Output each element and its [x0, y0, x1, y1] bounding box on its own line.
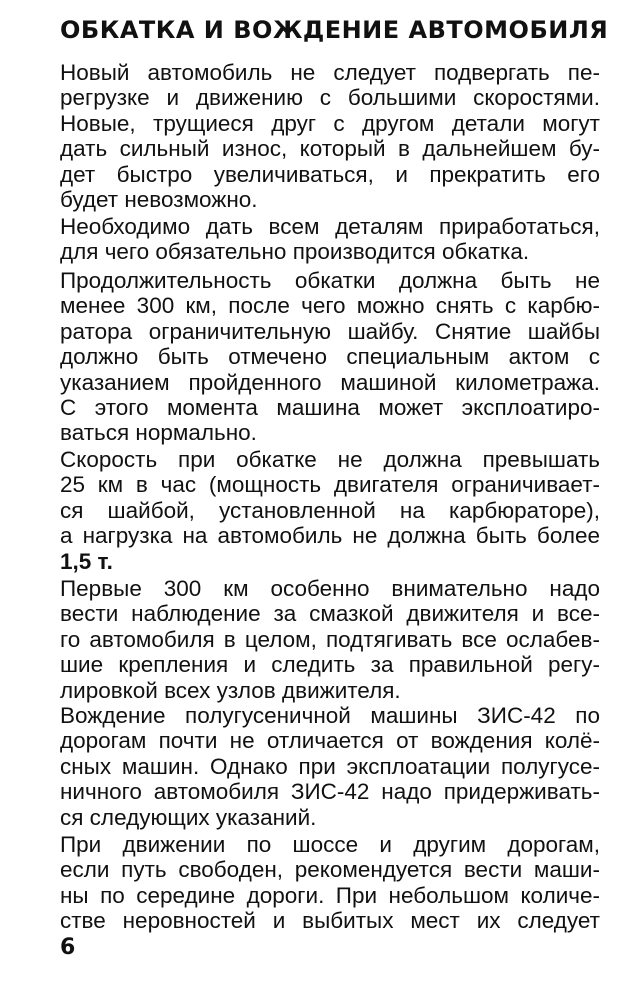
text-line: ся следующих указаний. [60, 804, 317, 830]
text-line: менее 300 км, после чего можно снять с карбю- [60, 293, 600, 319]
paragraph-new-car [60, 60, 600, 212]
text-line: Новые, трущиеся друг с другом детали могут [60, 110, 600, 136]
text-line: 25 км в час (мощность двигателя ограничивает- [60, 472, 600, 498]
text-line: С этого момента машина может эксплоатиро- [60, 394, 600, 420]
text-line: ничного автомобиля ЗИС-42 надо придерживать- [60, 779, 600, 805]
paragraph-run-in-duration [60, 268, 600, 446]
paragraph-driving-zis42 [60, 703, 600, 830]
paragraph-first-300km [60, 576, 600, 703]
text-line: Вождение полугусеничной машины ЗИС-42 по [60, 703, 600, 728]
text-line: сных машин. Однако при эксплоатации полугусе- [60, 753, 600, 779]
text-line: регрузке и движению с большими скоростями. [60, 85, 600, 111]
text-line: шие крепления и следить за правильной регу- [60, 652, 600, 678]
text-line: Первые 300 км особенно внимательно надо [60, 576, 600, 601]
text-line: Скорость при обкатке не должна превышать [60, 447, 600, 472]
paragraph-run-in-need [60, 214, 600, 265]
text-line: Продолжительность обкатки должна быть не [60, 268, 600, 293]
text-line: 1,5 т. [60, 548, 113, 574]
text-line: вести наблюдение за смазкой движителя и все- [60, 601, 600, 627]
text-line: будет невозможно. [60, 186, 258, 212]
text-line: а нагрузка на автомобиль не должна быть более [60, 523, 600, 549]
text-line: го автомобиля в целом, подтягивать все ослабев- [60, 626, 600, 652]
text-line: дорогам почти не отличается от вождения колё- [60, 728, 600, 754]
text-line: лировкой всех узлов движителя. [60, 677, 401, 703]
text-line: дать сильный износ, который в дальнейшем бу- [60, 136, 600, 162]
text-line: для чего обязательно производится обкатка. [60, 239, 530, 265]
text-line: При движении по шоссе и другим дорогам, [60, 832, 600, 857]
text-line: ся шайбой, установленной на карбюраторе), [60, 497, 600, 523]
text-line: Необходимо дать всем деталям приработаться, [60, 214, 600, 239]
text-line: Новый автомобиль не следует подвергать пе- [60, 60, 600, 85]
text-line: стве неровностей и выбитых мест их следует [60, 908, 600, 934]
paragraph-highway-driving [60, 832, 600, 934]
text-line: указанием пройденного машиной километража. [60, 369, 600, 395]
text-line: ны по середине дороги. При небольшом количе- [60, 882, 600, 908]
text-line: должно быть отмечено специальным актом с [60, 344, 600, 370]
text-line: ваться нормально. [60, 420, 257, 446]
text-line: если путь свободен, рекомендуется вести маши- [60, 857, 600, 883]
page-number: 6 [60, 935, 76, 960]
text-line: ратора ограничительную шайбу. Снятие шайбы [60, 318, 600, 344]
paragraph-run-in-speed [60, 447, 600, 574]
text-line: дет быстро увеличиваться, и прекратить его [60, 161, 600, 187]
section-heading: ОБКАТКА И ВОЖДЕНИЕ АВТОМОБИЛЯ [60, 16, 609, 44]
